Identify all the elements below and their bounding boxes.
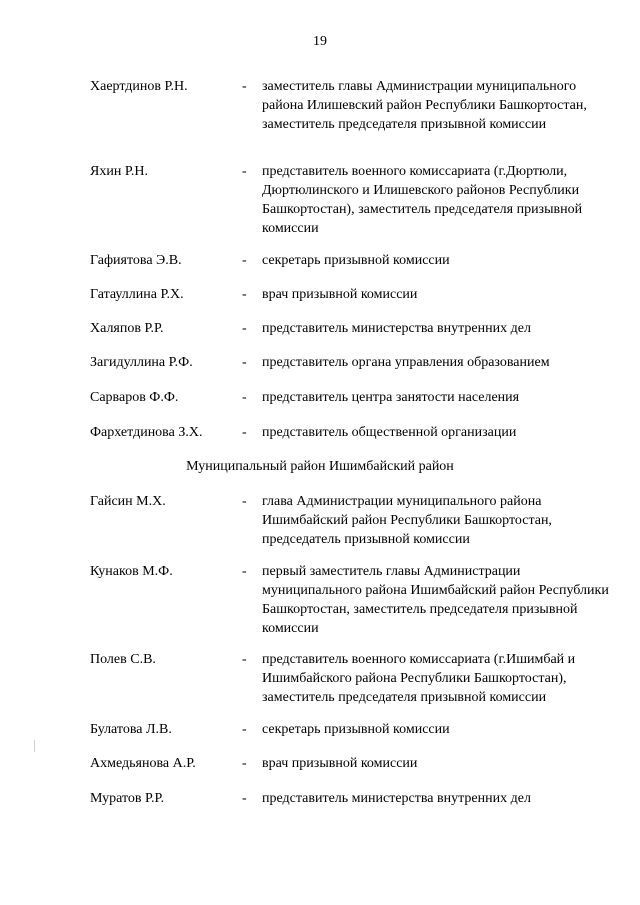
member-name: Яхин Р.Н. bbox=[90, 164, 148, 179]
member-name: Булатова Л.В. bbox=[90, 722, 172, 737]
member-name: Муратов Р.Р. bbox=[90, 791, 165, 806]
member-role: представитель министерства внутренних дел bbox=[262, 321, 531, 336]
member-role: представитель центра занятости населения bbox=[262, 390, 520, 405]
member-role: представитель военного комиссариата (г.Дюртюли, Дюртюлинского и Илишевского районов Республики Башкортостан), заместитель председателя призывной комиссии bbox=[262, 164, 583, 236]
member-name: Кунаков М.Ф. bbox=[90, 564, 173, 579]
member-name: Полев С.В. bbox=[90, 652, 156, 667]
dash-separator: - bbox=[242, 390, 247, 405]
dash-separator: - bbox=[242, 355, 247, 370]
member-role: врач призывной комиссии bbox=[262, 287, 418, 302]
dash-separator: - bbox=[242, 253, 247, 268]
member-name: Халяпов Р.Р. bbox=[90, 321, 164, 336]
dash-separator: - bbox=[242, 287, 247, 302]
member-role: представитель органа управления образованием bbox=[262, 355, 550, 370]
dash-separator: - bbox=[242, 164, 247, 179]
member-name: Сарваров Ф.Ф. bbox=[90, 390, 179, 405]
section-heading: Муниципальный район Ишимбайский район bbox=[186, 459, 454, 474]
member-role: представитель министерства внутренних дел bbox=[262, 791, 531, 806]
member-name: Загидуллина Р.Ф. bbox=[90, 355, 193, 370]
member-role: секретарь призывной комиссии bbox=[262, 722, 450, 737]
member-role: представитель общественной организации bbox=[262, 425, 517, 440]
dash-separator: - bbox=[242, 79, 247, 94]
member-role: представитель военного комиссариата (г.Ишимбай и Ишимбайского района Республики Башкортостан), заместитель председателя призывной комиссии bbox=[262, 652, 576, 705]
page-number: 19 bbox=[313, 34, 327, 49]
member-role: глава Администрации муниципального района Ишимбайский район Республики Башкортостан, председатель призывной комиссии bbox=[262, 494, 552, 547]
dash-separator: - bbox=[242, 722, 247, 737]
member-name: Хаертдинов Р.Н. bbox=[90, 79, 188, 94]
member-role: секретарь призывной комиссии bbox=[262, 253, 450, 268]
dash-separator: - bbox=[242, 791, 247, 806]
member-role: врач призывной комиссии bbox=[262, 756, 418, 771]
member-name: Ахмедьянова А.Р. bbox=[90, 756, 196, 771]
dash-separator: - bbox=[242, 321, 247, 336]
member-name: Гафиятова Э.В. bbox=[90, 253, 182, 268]
member-role: заместитель главы Администрации муниципального района Илишевский район Республики Башкортостан, заместитель председателя призывной комиссии bbox=[262, 79, 587, 132]
member-name: Гатауллина Р.Х. bbox=[90, 287, 184, 302]
scan-margin-mark bbox=[34, 740, 35, 752]
dash-separator: - bbox=[242, 494, 247, 509]
dash-separator: - bbox=[242, 564, 247, 579]
member-name: Фархетдинова З.Х. bbox=[90, 425, 203, 440]
member-name: Гайсин М.Х. bbox=[90, 494, 166, 509]
dash-separator: - bbox=[242, 756, 247, 771]
dash-separator: - bbox=[242, 652, 247, 667]
member-role: первый заместитель главы Администрации муниципального района Ишимбайский район Республики Башкортостан, заместитель председателя призывной комиссии bbox=[262, 564, 609, 636]
dash-separator: - bbox=[242, 425, 247, 440]
